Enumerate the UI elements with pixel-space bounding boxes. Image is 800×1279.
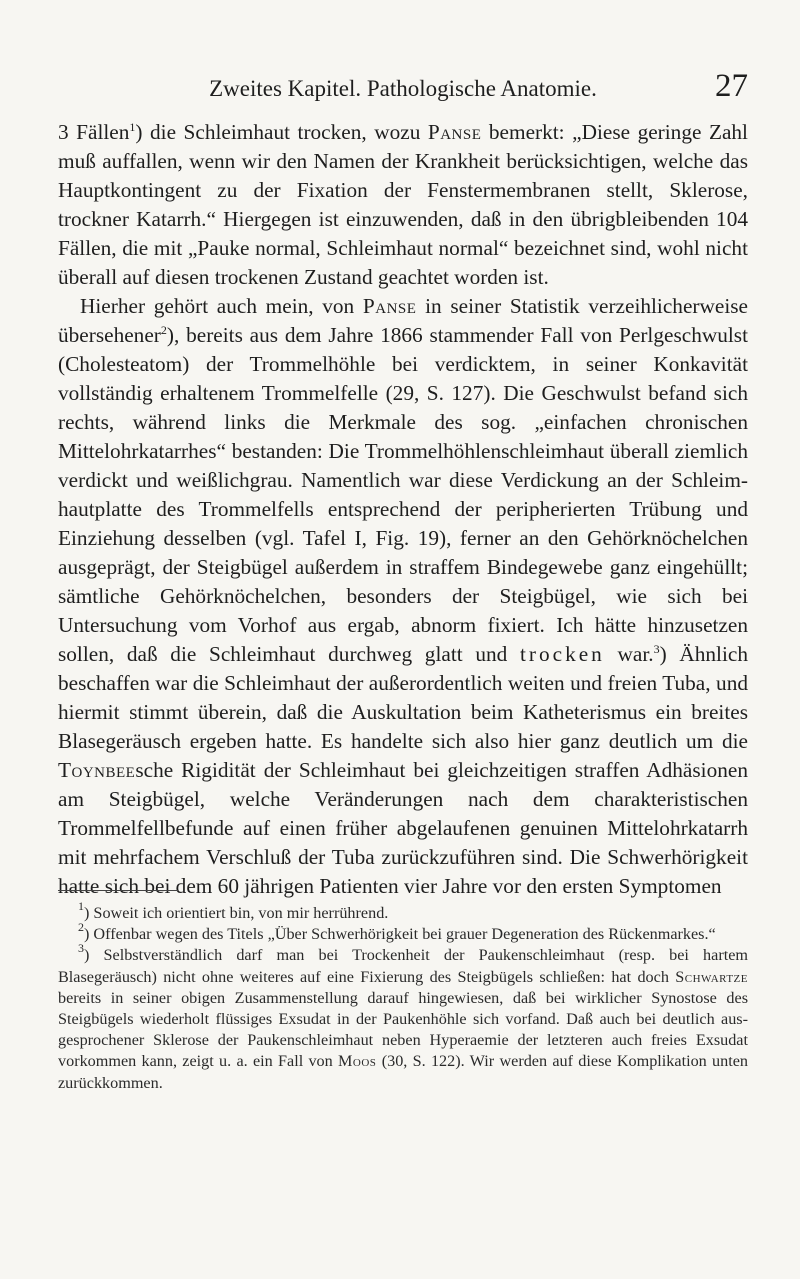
page-number: 27	[715, 68, 748, 104]
author-name-moos: Moos	[338, 1052, 377, 1071]
footnote-3: $^3$) Selbstverständlich darf man bei Trockenheit der Paukenschleimhaut (resp. bei hartem Blasegeräusch) nicht ohne weiteres auf eine Fixierung des Steigbügels schließen: hat doch Schwartze bereits in seiner obigen Zusammenstellung darauf hingewiesen, daß bei wirklicher Synostose des Steigbügels wiederholt flüssiges Exsudat in der Paukenhöhle sich vorfand. Daß auch bei deutlich ausgesprochener Sklerose der Paukenschleimhaut neben Hyperaemie der letzteren auch freies Exsudat vorkommen kann, zeigt u. a. ein Fall von Moos (30, S. 122). Wir werden auf diese Komplikation unten zurückkommen.	[58, 941, 749, 1092]
emphasis-trocken: trocken	[519, 642, 605, 666]
running-head-title: Zweites Kapitel. Pathologische Anatomie.	[209, 76, 597, 101]
footnote-1: $^1$) Soweit ich orientiert bin, von mir herrührend.	[78, 899, 389, 922]
footnote-2: $^2$) Offenbar wegen des Titels „Über Schwerhörigkeit bei grauer Degeneration des Rückenmarkes.“	[78, 920, 716, 944]
author-name-toynbee: Toynbee	[58, 758, 136, 782]
author-name-panse: Panse	[362, 294, 417, 318]
author-name-panse: Panse	[427, 120, 482, 144]
main-text	[58, 118, 748, 901]
footnotes	[58, 899, 749, 1094]
paragraph-2: Hierher gehört auch mein, von Panse in seiner Statistik verzeihlicherweise übersehener$^2$), bereits aus dem Jahre 1866 stammender Fall von Perlgeschwulst (Cholesteatom) der Trommelhöhle bei verdicktem, in seiner Konkavität vollständig erhaltenem Trommelfelle (29, S. 127). Die Geschwulst befand sich rechts, während links die Merkmale des sog. „einfachen chronischen Mittelohrkatarrhes“ bestanden: Die Trommelhöhlenschleimhaut überall ziemlich verdickt und weißlichgrau. Namentlich war diese Verdickung an der Schleimhautplatte des Trommelfells entsprechend der peripherierten Trübung und Einziehung desselben (vgl. Tafel I, Fig. 19), ferner an den Gehörknöchelchen ausgeprägt, der Steigbügel außerdem in straffem Bindegewebe ganz eingehüllt; sämtliche Gehörknöchelchen, besonders der Steigbügel, wie sich bei Untersuchung vom Vorhof aus ergab, abnorm fixiert. Ich hätte hinzusetzen sollen, daß die Schleimhaut durchweg glatt und trocken war.$^3$) Ähnlich beschaffen war die Schleimhaut der außerordentlich weiten und freien Tuba, und hiermit stimmt überein, daß die Auskultation beim Katheterismus ein breites Blasegeräusch ergeben hatte. Es handelte sich also hier ganz deutlich um die Toynbeesche Rigidität der Schleimhaut bei gleichzeitigen straffen Adhäsionen am Steigbügel, welche Veränderungen nach dem charakteristischen Trommelfellbefunde auf einen früher abgelaufenen genuinen Mittelohrkatarrh mit mehrfachem Verschluß der Tuba zurückzuführen sind. Die Schwerhörigkeit hatte sich bei dem 60 jährigen Patienten vier Jahre vor den ersten Symptomen	[58, 294, 748, 898]
book-page	[58, 0, 748, 1279]
running-header	[58, 68, 748, 108]
footnote-divider	[58, 890, 178, 891]
author-name-schwartze: Schwartze	[675, 967, 748, 986]
footnote-ref-2: 2	[160, 323, 167, 337]
footnote-ref-1: 1	[129, 120, 136, 134]
footnote-ref-3: 3	[653, 642, 660, 656]
paragraph-1: 3 Fällen$^1$) die Schleimhaut trocken, wozu Panse bemerkt: „Diese geringe Zahl muß auffallen, wenn wir den Namen der Krankheit berücksichtigen, welche das Hauptkontingent zu der Fixation der Fenstermembranen stellt, Sklerose, trockner Katarrh.“ Hiergegen ist einzuwenden, daß in den übrigbleibenden 104 Fällen, die mit „Pauke normal, Schleimhaut normal“ bezeichnet sind, wohl nicht überall auf diesen trockenen Zustand geachtet worden ist.	[58, 120, 748, 289]
